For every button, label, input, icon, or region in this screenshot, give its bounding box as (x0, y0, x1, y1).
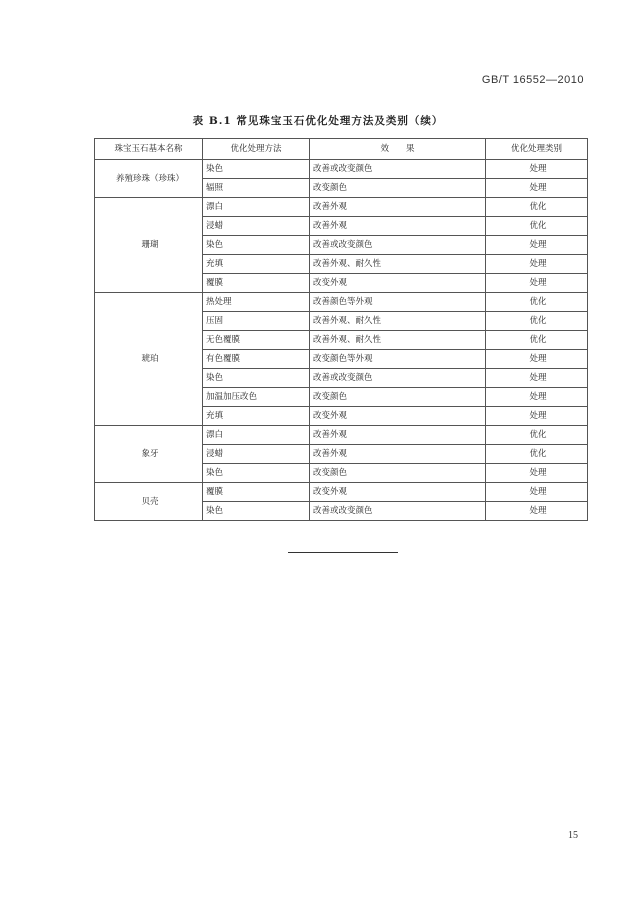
category-cell: 处理 (486, 236, 588, 255)
category-cell: 处理 (486, 369, 588, 388)
category-cell: 处理 (486, 464, 588, 483)
gem-name-cell: 琥珀 (95, 293, 203, 426)
gem-name-cell: 养殖珍珠（珍珠） (95, 160, 203, 198)
effect-cell: 改善外观、耐久性 (310, 312, 486, 331)
method-cell: 浸蜡 (203, 217, 310, 236)
effect-cell: 改变外观 (310, 274, 486, 293)
category-cell: 处理 (486, 179, 588, 198)
gem-treatment-table (94, 138, 588, 521)
effect-cell: 改善或改变颜色 (310, 502, 486, 521)
effect-cell: 改善或改变颜色 (310, 236, 486, 255)
method-cell: 覆膜 (203, 483, 310, 502)
method-cell: 无色覆膜 (203, 331, 310, 350)
table-row (95, 198, 588, 217)
category-cell: 优化 (486, 198, 588, 217)
category-cell: 优化 (486, 445, 588, 464)
table-row (95, 426, 588, 445)
column-header-gem-name: 珠宝玉石基本名称 (95, 139, 203, 160)
method-cell: 热处理 (203, 293, 310, 312)
effect-cell: 改善或改变颜色 (310, 160, 486, 179)
effect-cell: 改善外观、耐久性 (310, 331, 486, 350)
effect-cell: 改变外观 (310, 483, 486, 502)
method-cell: 浸蜡 (203, 445, 310, 464)
table-body (95, 160, 588, 521)
page-number: 15 (568, 830, 578, 841)
gem-name-cell: 珊瑚 (95, 198, 203, 293)
column-header-effect: 效 果 (310, 139, 486, 160)
effect-cell: 改变颜色等外观 (310, 350, 486, 369)
effect-cell: 改善外观 (310, 198, 486, 217)
effect-cell: 改变颜色 (310, 179, 486, 198)
category-cell: 优化 (486, 312, 588, 331)
method-cell: 辐照 (203, 179, 310, 198)
category-cell: 处理 (486, 255, 588, 274)
category-cell: 处理 (486, 483, 588, 502)
method-cell: 充填 (203, 407, 310, 426)
method-cell: 压固 (203, 312, 310, 331)
gem-name-cell: 贝壳 (95, 483, 203, 521)
category-cell: 优化 (486, 293, 588, 312)
table-title: 表 B.1 常见珠宝玉石优化处理方法及类别（续） (192, 115, 444, 127)
method-cell: 染色 (203, 236, 310, 255)
standard-code: GB/T 16552—2010 (481, 74, 584, 86)
table-header-row (95, 139, 588, 160)
category-cell: 处理 (486, 502, 588, 521)
effect-cell: 改变颜色 (310, 388, 486, 407)
effect-cell: 改善或改变颜色 (310, 369, 486, 388)
method-cell: 染色 (203, 369, 310, 388)
effect-cell: 改变颜色 (310, 464, 486, 483)
category-cell: 处理 (486, 350, 588, 369)
method-cell: 染色 (203, 502, 310, 521)
table-row (95, 293, 588, 312)
method-cell: 染色 (203, 160, 310, 179)
effect-cell: 改善外观 (310, 445, 486, 464)
effect-cell: 改善外观、耐久性 (310, 255, 486, 274)
category-cell: 优化 (486, 426, 588, 445)
table-row (95, 483, 588, 502)
gem-name-cell: 象牙 (95, 426, 203, 483)
category-cell: 处理 (486, 388, 588, 407)
effect-cell: 改善外观 (310, 217, 486, 236)
column-header-category: 优化处理类别 (486, 139, 588, 160)
method-cell: 漂白 (203, 426, 310, 445)
category-cell: 处理 (486, 160, 588, 179)
column-header-method: 优化处理方法 (203, 139, 310, 160)
method-cell: 有色覆膜 (203, 350, 310, 369)
effect-cell: 改善颜色等外观 (310, 293, 486, 312)
end-rule (288, 552, 398, 553)
category-cell: 处理 (486, 274, 588, 293)
table-row (95, 160, 588, 179)
effect-cell: 改变外观 (310, 407, 486, 426)
category-cell: 优化 (486, 217, 588, 236)
category-cell: 优化 (486, 331, 588, 350)
method-cell: 充填 (203, 255, 310, 274)
method-cell: 染色 (203, 464, 310, 483)
category-cell: 处理 (486, 407, 588, 426)
method-cell: 覆膜 (203, 274, 310, 293)
method-cell: 加温加压改色 (203, 388, 310, 407)
effect-cell: 改善外观 (310, 426, 486, 445)
method-cell: 漂白 (203, 198, 310, 217)
